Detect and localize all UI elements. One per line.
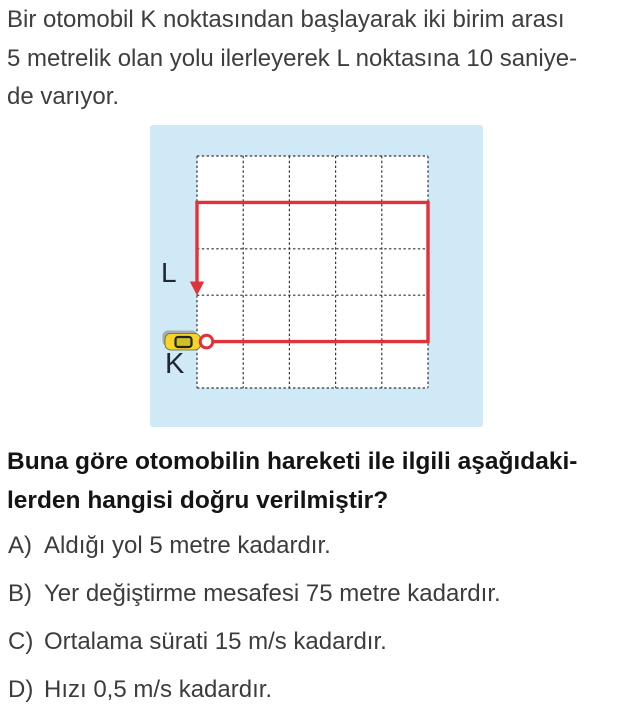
- option-row-a: [8, 531, 628, 561]
- options-list: [8, 531, 628, 705]
- intro-line-3: de varıyor.: [7, 83, 120, 110]
- motion-path-diagram: [150, 125, 483, 427]
- question-text: [7, 442, 629, 520]
- intro-line-2: 5 metrelik olan yolu ilerleyerek L noktasına 10 saniye-: [7, 44, 578, 72]
- point-label-k: K: [165, 348, 185, 380]
- question-line-2: lerden hangisi doğru verilmiştir?: [7, 487, 389, 514]
- intro-paragraph: [7, 1, 629, 117]
- intro-line-1: Bir otomobil K noktasından başlayarak iki birim arası: [7, 6, 565, 33]
- grid-background: [197, 156, 428, 388]
- option-letter: B): [8, 580, 32, 607]
- point-label-l: L: [161, 257, 177, 288]
- option-letter: C): [8, 628, 34, 655]
- option-row-b: [8, 579, 628, 609]
- question-line-1: Buna göre otomobilin hareketi ile ilgili aşağıdaki-: [7, 448, 578, 475]
- motion-diagram-panel: [150, 125, 483, 427]
- option-letter: D): [8, 676, 34, 703]
- start-point-marker: [200, 335, 213, 348]
- option-text: Aldığı yol 5 metre kadardır.: [44, 532, 331, 559]
- option-text: Ortalama sürati 15 m/s kadardır.: [44, 628, 387, 655]
- option-letter: A): [8, 532, 32, 559]
- option-text: Hızı 0,5 m/s kadardır.: [44, 676, 273, 703]
- option-text: Yer değiştirme mesafesi 75 metre kadardır.: [44, 580, 501, 607]
- option-row-c: [8, 627, 628, 657]
- option-row-d: [8, 675, 628, 705]
